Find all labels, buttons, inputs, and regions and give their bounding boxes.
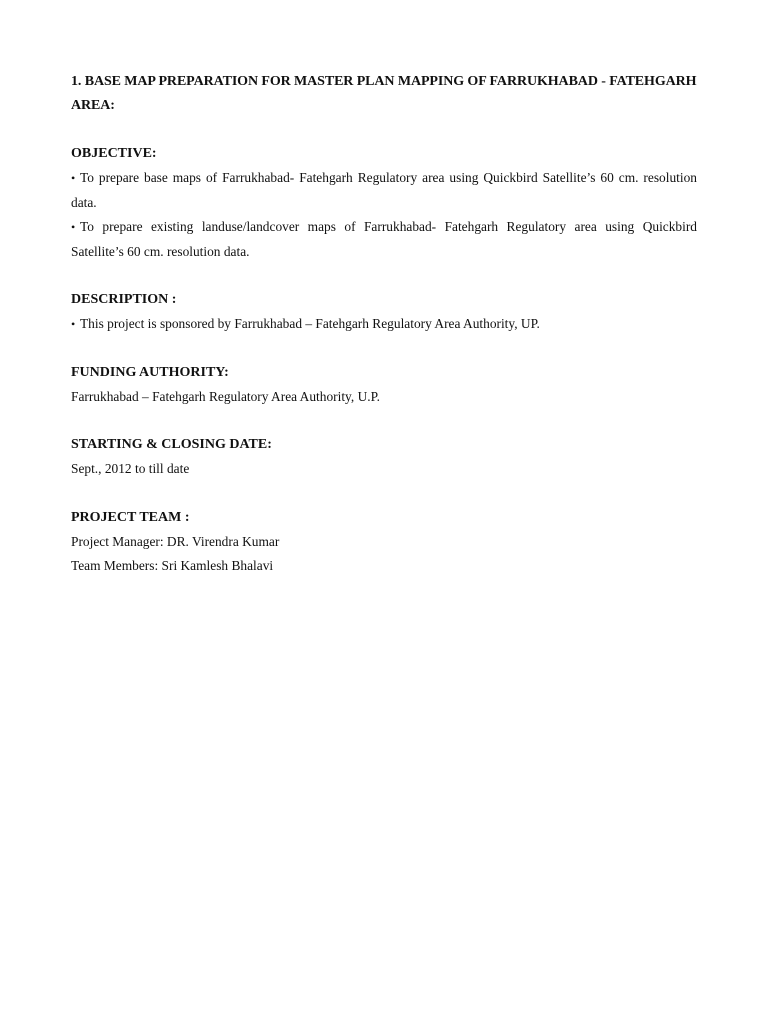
objective-item-1 (71, 166, 697, 215)
bullet-icon: • (71, 317, 76, 331)
objective-item-2 (71, 215, 697, 264)
team-heading: PROJECT TEAM : (71, 509, 190, 525)
description-item-1-text: This project is sponsored by Farrukhabad – Fatehgarh Regulatory Area Authority, UP. (80, 316, 540, 331)
dates-section (71, 433, 697, 482)
description-heading: DESCRIPTION : (71, 292, 177, 307)
funding-section (71, 361, 697, 410)
team-members: Team Members: Sri Kamlesh Bhalavi (71, 558, 274, 573)
funding-heading: FUNDING AUTHORITY: (71, 364, 229, 380)
dates-text: Sept., 2012 to till date (71, 461, 190, 476)
bullet-icon: • (71, 220, 76, 234)
objective-heading: OBJECTIVE: (71, 146, 157, 161)
objective-item-2-text: To prepare existing landuse/landcover maps of Farrukhabad- Fatehgarh Regulatory area using Quickbird Satellite’s 60 cm. resolution data. (71, 219, 697, 259)
team-manager: Project Manager: DR. Virendra Kumar (71, 533, 280, 549)
document-title: 1. BASE MAP PREPARATION FOR MASTER PLAN MAPPING OF FARRUKHABAD - FATEHGARH AREA: (71, 74, 697, 113)
objective-section (71, 142, 697, 264)
description-item-1 (71, 312, 697, 337)
bullet-icon: • (71, 171, 76, 185)
objective-item-1-text: To prepare base maps of Farrukhabad- Fatehgarh Regulatory area using Quickbird Satellite’s 60 cm. resolution data. (71, 170, 697, 210)
description-section (71, 288, 697, 337)
team-section (71, 506, 697, 579)
funding-text: Farrukhabad – Fatehgarh Regulatory Area Authority, U.P. (71, 388, 380, 404)
dates-heading: STARTING & CLOSING DATE: (71, 437, 272, 452)
document-page (71, 70, 697, 579)
